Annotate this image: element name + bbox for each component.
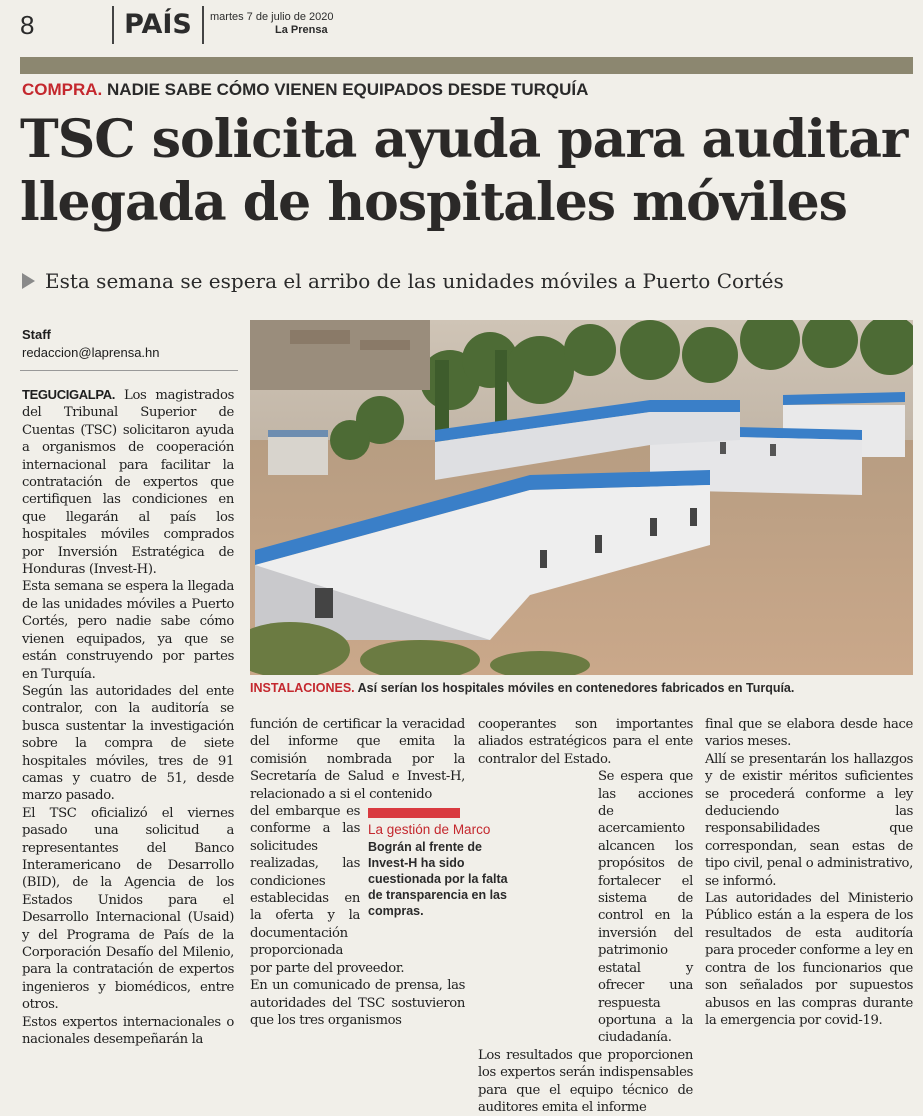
- paragraph: Se espera que las acciones de acercamiento alcancen los propósitos de fortalecer el sistema de control en la inversión del patrimonio estatal y ofrecer una respuesta oportuna a la ciudadanía.: [598, 769, 693, 1046]
- caption-text: Así serían los hospitales móviles en contenedores fabricados en Turquía.: [357, 681, 795, 695]
- subheadline: [22, 269, 784, 293]
- paragraph: Esta semana se espera la llegada de las unidades móviles a Puerto Cortés, pero nadie sabe cómo vienen equipados, ya que se están construyendo por partes en Turquía.: [22, 579, 234, 682]
- dateline: TEGUCIGALPA.: [22, 387, 116, 402]
- paragraph: final que se elabora desde hace varios meses.: [705, 717, 913, 750]
- kicker-text: NADIE SABE CÓMO VIENEN EQUIPADOS DESDE TURQUÍA: [107, 80, 589, 99]
- hospital-photo: [250, 320, 913, 675]
- paragraph: Las autoridades del Ministerio Público están a la espera de los resultados de esta auditoría para proceder conforme a ley en contra de los funcionarios que son señalados por supuestos abusos en las compras durante la emergencia por covid-19.: [705, 891, 913, 1028]
- pull-quote-text: Bográn al frente de Invest-H ha sido cuestionada por la falta de transparencia en las compras.: [368, 840, 508, 918]
- newspaper-name: La Prensa: [275, 24, 328, 36]
- headline: TSC solicita ayuda para auditar llegada de hospitales móviles: [20, 109, 908, 233]
- paragraph: En un comunicado de prensa, las autoridades del TSC sostuvieron que los tres organismos: [250, 978, 465, 1028]
- caption-label: INSTALACIONES.: [250, 681, 355, 695]
- article-column-4: [705, 716, 913, 1029]
- paragraph: Según las autoridades del ente contralor, con la auditoría se busca sustentar la investigación sobre la compra de siete hospitales móviles, tres de 91 camas y cuatro de 51, desde marzo pasado.: [22, 683, 234, 804]
- paragraph-text: Los magistrados del Tribunal Superior de Cuentas (TSC) solicitaron ayuda a organismos de cooperación internacional para facilitar la contratación de expertos que certifiquen las condiciones en que llegarán al país los hospitales móviles comprados por Inversión Estratégica de Honduras (Invest-H).: [22, 388, 234, 578]
- byline: [22, 326, 160, 362]
- article-column-1: [22, 386, 234, 1048]
- paragraph: Estos expertos internacionales o nacionales desempeñarán la: [22, 1014, 234, 1048]
- paragraph: Allí se presentarán los hallazgos y de existir méritos suficientes se procederá conforme a ley deduciendo las responsabilidades que correspondan, sean estas de tipo civil, penal o administrativo, se informó.: [705, 751, 913, 889]
- byline-divider: [20, 370, 238, 371]
- pull-quote-bar: [368, 808, 460, 818]
- byline-email: redaccion@laprensa.hn: [22, 345, 160, 360]
- article-column-3: [478, 716, 693, 1116]
- paragraph: cooperantes son importantes aliados estratégicos para el ente contralor del Estado.: [478, 717, 693, 767]
- pull-quote-title: La gestión de Marco: [368, 822, 491, 837]
- paragraph: [22, 386, 234, 578]
- kicker-label: COMPRA.: [22, 80, 103, 99]
- kicker: [22, 80, 588, 100]
- paragraph: función de certificar la veracidad del informe que emita la comisión nombrada por la Secretaría de Salud e Invest-H, relacionado a si el contenido: [250, 717, 465, 802]
- byline-name: Staff: [22, 327, 51, 342]
- header-bar: [20, 57, 913, 74]
- paragraph: del embarque es conforme a las solicitudes realizadas, las condiciones establecidas en la oferta y la documentación proporcionada: [250, 804, 360, 959]
- paragraph: Los resultados que proporcionen los expertos serán indispensables para que el equipo técnico de auditores emita el informe: [478, 1047, 693, 1115]
- photo-caption: [250, 681, 794, 695]
- section-label: PAÍS: [112, 6, 204, 44]
- issue-date: martes 7 de julio de 2020: [210, 11, 334, 23]
- paragraph: El TSC oficializó el viernes pasado una solicitud a representantes del Banco Interamericano de Desarrollo (BID), de la Agencia de los Estados Unidos para el Desarrollo Internacional (Usaid) y del Programa de País de la Corporación Desafío del Milenio, para la contratación de expertos ingenieros y biomédicos, entre otros.: [22, 805, 234, 1013]
- page-number: 8: [20, 10, 35, 40]
- paragraph: por parte del proveedor.: [250, 960, 405, 976]
- triangle-bullet-icon: [22, 273, 35, 289]
- subheadline-text: Esta semana se espera el arribo de las unidades móviles a Puerto Cortés: [45, 269, 784, 293]
